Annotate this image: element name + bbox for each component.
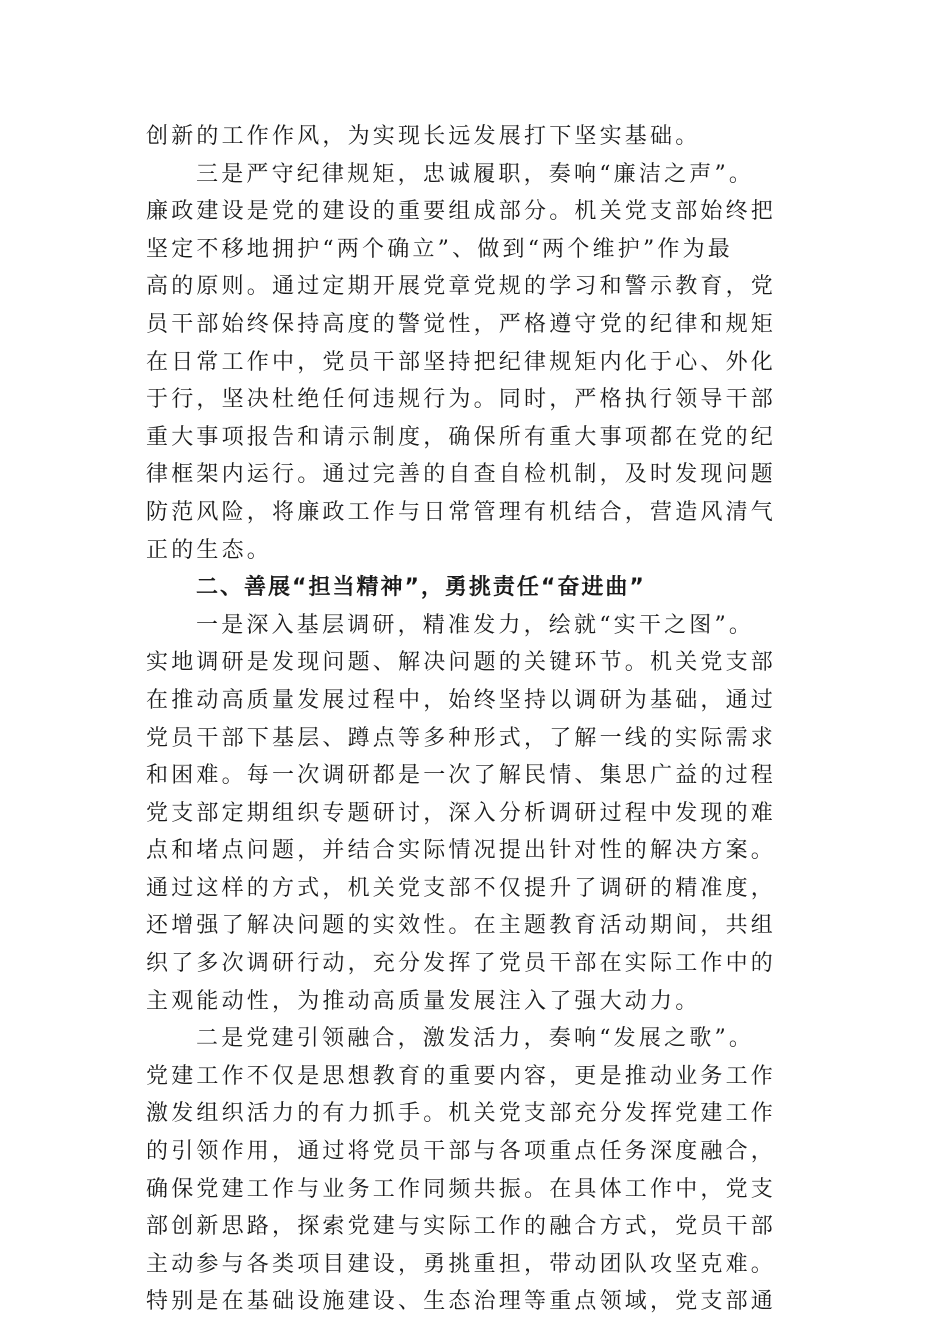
text-line: 律框架内运行。通过完善的自查自检机制，及时发现问题 bbox=[146, 462, 777, 488]
text-line: 坚定不移地拥护“两个确立”、做到“两个维护”作为最 bbox=[146, 236, 733, 262]
paragraph-lead-line: 一是深入基层调研，精准发力，绘就“实干之图”。 bbox=[196, 612, 755, 638]
text-line: 实地调研是发现问题、解决问题的关键环节。机关党支部 bbox=[146, 650, 777, 676]
text-line: 高的原则。通过定期开展党章党规的学习和警示教育，党 bbox=[146, 274, 777, 300]
text-line: 点和堵点问题，并结合实际情况提出针对性的解决方案。 bbox=[146, 838, 777, 864]
text-line: 在推动高质量发展过程中，始终坚持以调研为基础，通过 bbox=[146, 687, 777, 713]
paragraph-lead-line: 三是严守纪律规矩，忠诚履职，奏响“廉洁之声”。 bbox=[196, 161, 755, 187]
text-line: 的引领作用，通过将党员干部与各项重点任务深度融合， bbox=[146, 1139, 777, 1165]
text-line: 主动参与各类项目建设，勇挑重担，带动团队攻坚克难。 bbox=[146, 1251, 777, 1277]
text-line: 确保党建工作与业务工作同频共振。在具体工作中，党支 bbox=[146, 1176, 777, 1202]
text-line: 党支部定期组织专题研讨，深入分析调研过程中发现的难 bbox=[146, 800, 777, 826]
text-line: 党员干部下基层、蹲点等多种形式，了解一线的实际需求 bbox=[146, 725, 777, 751]
text-line: 在日常工作中，党员干部坚持把纪律规矩内化于心、外化 bbox=[146, 349, 777, 375]
text-line: 通过这样的方式，机关党支部不仅提升了调研的精准度， bbox=[146, 875, 777, 901]
section-heading: 二、善展“担当精神”，勇挑责任“奋进曲” bbox=[196, 575, 646, 601]
text-line: 防范风险，将廉政工作与日常管理有机结合，营造风清气 bbox=[146, 499, 777, 525]
text-line: 激发组织活力的有力抓手。机关党支部充分发挥党建工作 bbox=[146, 1101, 777, 1127]
body-text bbox=[146, 118, 811, 1321]
text-line: 重大事项报告和请示制度，确保所有重大事项都在党的纪 bbox=[146, 424, 777, 450]
text-line: 创新的工作作风，为实现长远发展打下坚实基础。 bbox=[146, 124, 701, 149]
text-line: 还增强了解决问题的实效性。在主题教育活动期间，共组 bbox=[146, 913, 777, 939]
text-line: 员干部始终保持高度的警觉性，严格遵守党的纪律和规矩 bbox=[146, 311, 777, 337]
text-line: 正的生态。 bbox=[146, 537, 273, 563]
paragraph-lead-line: 二是党建引领融合，激发活力，奏响“发展之歌”。 bbox=[196, 1026, 755, 1052]
text-line: 廉政建设是党的建设的重要组成部分。机关党支部始终把 bbox=[146, 199, 777, 225]
text-line: 于行，坚决杜绝任何违规行为。同时，严格执行领导干部 bbox=[146, 387, 777, 413]
text-line: 主观能动性，为推动高质量发展注入了强大动力。 bbox=[146, 988, 701, 1014]
text-line: 织了多次调研行动，充分发挥了党员干部在实际工作中的 bbox=[146, 951, 777, 977]
text-line: 和困难。每一次调研都是一次了解民情、集思广益的过程 bbox=[146, 763, 777, 789]
text-line: 特别是在基础设施建设、生态治理等重点领域，党支部通 bbox=[146, 1289, 777, 1315]
text-line: 部创新思路，探索党建与实际工作的融合方式，党员干部 bbox=[146, 1214, 777, 1240]
text-line: 党建工作不仅是思想教育的重要内容，更是推动业务工作 bbox=[146, 1063, 777, 1089]
